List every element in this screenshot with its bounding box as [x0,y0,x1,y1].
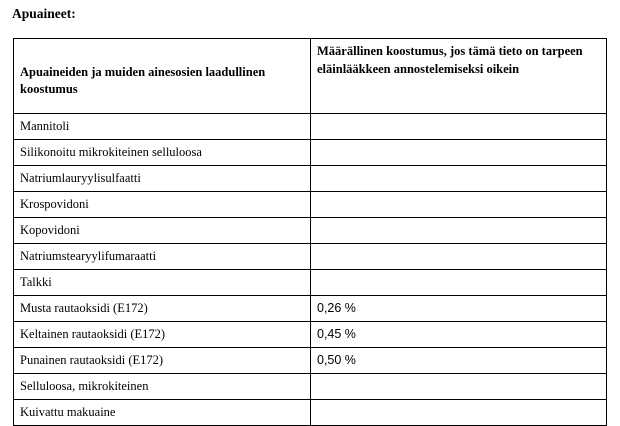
table-row [14,296,607,322]
excipient-amount: 0,26 % [311,296,607,322]
excipient-name: Selluloosa, mikrokiteinen [14,374,311,400]
table-row [14,114,607,140]
excipient-name: Silikonoitu mikrokiteinen selluloosa [14,140,311,166]
table-row [14,322,607,348]
excipient-amount [311,192,607,218]
excipient-amount [311,400,607,426]
excipient-amount [311,270,607,296]
excipient-name: Talkki [14,270,311,296]
table-row [14,400,607,426]
excipient-name: Keltainen rautaoksidi (E172) [14,322,311,348]
header-qualitative-composition: Apuaineiden ja muiden ainesosien laadullinen koostumus [14,39,311,114]
table-row [14,374,607,400]
excipient-name: Musta rautaoksidi (E172) [14,296,311,322]
excipient-amount [311,374,607,400]
excipient-name: Kopovidoni [14,218,311,244]
table-row [14,166,607,192]
table-row [14,140,607,166]
table-row [14,218,607,244]
section-heading: Apuaineet: [12,6,76,21]
excipient-amount [311,166,607,192]
table-row [14,270,607,296]
excipient-amount [311,140,607,166]
excipient-amount [311,114,607,140]
excipient-name: Natriumlauryylisulfaatti [14,166,311,192]
table-header-row [14,39,607,114]
excipient-amount [311,244,607,270]
table-row [14,192,607,218]
excipient-name: Natriumstearyylifumaraatti [14,244,311,270]
excipient-name: Mannitoli [14,114,311,140]
table-row [14,244,607,270]
excipient-name: Punainen rautaoksidi (E172) [14,348,311,374]
excipient-amount [311,218,607,244]
excipient-name: Krospovidoni [14,192,311,218]
excipients-table [13,38,607,426]
excipient-name: Kuivattu makuaine [14,400,311,426]
excipient-amount: 0,45 % [311,322,607,348]
excipient-amount: 0,50 % [311,348,607,374]
header-quantitative-composition: Määrällinen koostumus, jos tämä tieto on tarpeen eläinlääkkeen annostelemiseksi oikein [311,39,607,114]
table-row [14,348,607,374]
